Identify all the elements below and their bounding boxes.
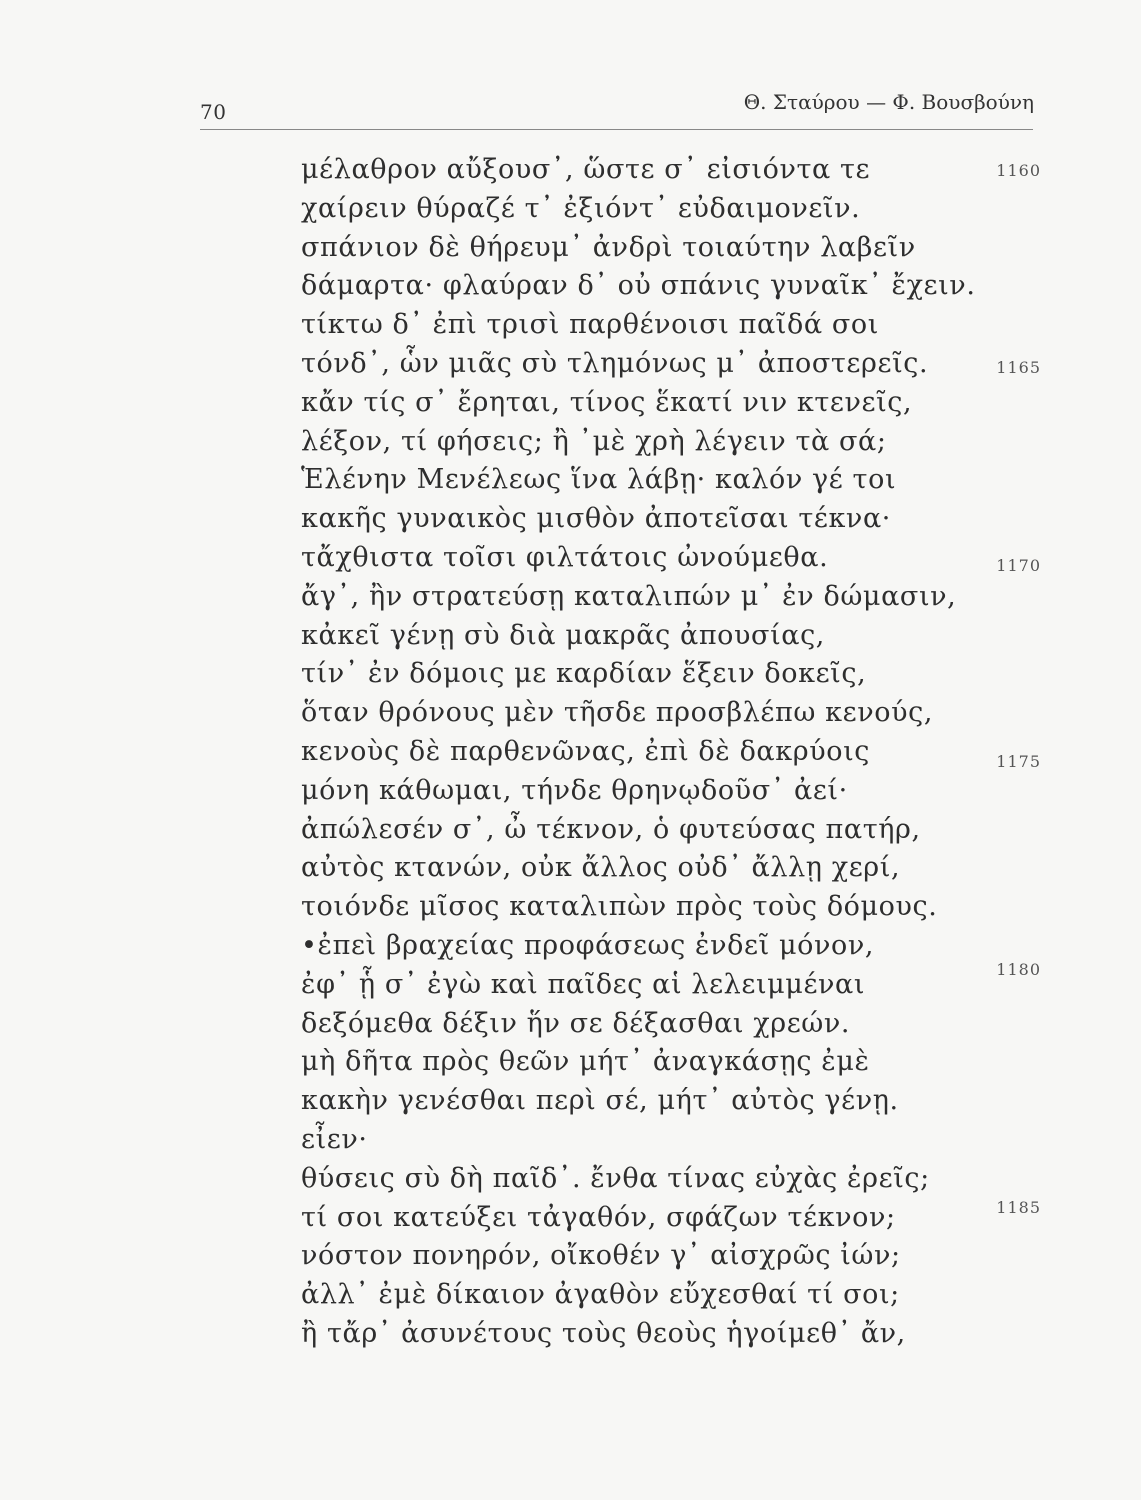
line-number: 1160 [996, 161, 1041, 180]
verse-line: Ἑλένην Μενέλεως ἵνα λάβῃ· καλόν γέ τοι [301, 464, 897, 496]
verse-line: δεξόμεθα δέξιν ἥν σε δέξασθαι χρεών. [301, 1007, 851, 1039]
verse-line: εἶεν· [301, 1123, 368, 1155]
verse-line: κακῆς γυναικὸς μισθὸν ἀποτεῖσαι τέκνα· [301, 503, 891, 535]
verse-line: ἄγ᾽, ἢν στρατεύσῃ καταλιπών μ᾽ ἐν δώμασιν, [301, 580, 957, 612]
verse-list [301, 151, 981, 1354]
verse-line: τἄχθιστα τοῖσι φιλτάτοις ὠνούμεθα. [301, 541, 829, 573]
line-number: 1165 [996, 358, 1041, 377]
verse-line: μόνη κάθωμαι, τήνδε θρηνῳδοῦσ᾽ ἀεί· [301, 774, 848, 806]
verse-line: τόνδ᾽, ὧν μιᾶς σὺ τλημόνως μ᾽ ἀποστερεῖς. [301, 347, 929, 379]
header-rule [200, 129, 1033, 130]
verse-line: μέλαθρον αὔξουσ᾽, ὥστε σ᾽ εἰσιόντα τε [301, 154, 871, 185]
page-number: 70 [200, 100, 227, 124]
verse-line: ὅταν θρόνους μὲν τῆσδε προσβλέπω κενούς, [301, 697, 934, 729]
verse-line: μὴ δῆτα πρὸς θεῶν μήτ᾽ ἀναγκάσῃς ἐμὲ [301, 1046, 870, 1078]
verse-line: τί σοι κατεύξει τἀγαθόν, σφάζων τέκνον; [301, 1201, 896, 1233]
verse-line: σπάνιον δὲ θήρευμ᾽ ἀνδρὶ τοιαύτην λαβεῖν [301, 231, 916, 263]
verse-line: λέξον, τί φήσεις; ἢ ᾽μὲ χρὴ λέγειν τὰ σά; [301, 425, 887, 457]
verse-line: τίκτω δ᾽ ἐπὶ τρισὶ παρθένοισι παῖδά σοι [301, 309, 879, 341]
running-head: Θ. Σταύρου — Φ. Βουσβούνη [743, 90, 1034, 114]
line-number: 1175 [996, 752, 1041, 771]
verse-line: ἢ τἄρ᾽ ἀσυνέτους τοὺς θεοὺς ἡγοίμεθ᾽ ἄν, [301, 1317, 906, 1349]
line-number: 1170 [996, 556, 1041, 575]
verse-line: δάμαρτα· φλαύραν δ᾽ οὐ σπάνις γυναῖκ᾽ ἔχειν. [301, 270, 976, 302]
verse-line: κἀκεῖ γένῃ σὺ διὰ μακρᾶς ἀπουσίας, [301, 619, 825, 651]
verse-line: νόστον πονηρόν, οἴκοθέν γ᾽ αἰσχρῶς ἰών; [301, 1240, 901, 1272]
verse-line: ἐφ᾽ ᾗ σ᾽ ἐγὼ καὶ παῖδες αἱ λελειμμέναι [301, 968, 866, 1000]
verse-line: κακὴν γενέσθαι περὶ σέ, μήτ᾽ αὐτὸς γένῃ. [301, 1085, 899, 1117]
verse-line: τίν᾽ ἐν δόμοις με καρδίαν ἕξειν δοκεῖς, [301, 658, 867, 690]
verse-line: ἀλλ᾽ ἐμὲ δίκαιον ἀγαθὸν εὔχεσθαί τί σοι; [301, 1279, 900, 1311]
verse-line: τοιόνδε μῖσος καταλιπὼν πρὸς τοὺς δόμους. [301, 891, 938, 923]
line-number-column [981, 0, 1041, 1500]
line-number: 1180 [996, 960, 1041, 979]
verse-line: χαίρειν θύραζέ τ᾽ ἐξιόντ᾽ εὐδαιμονεῖν. [301, 192, 861, 224]
verse-line: ἀπώλεσέν σ᾽, ὦ τέκνον, ὁ φυτεύσας πατήρ, [301, 813, 921, 845]
verse-line: •ἐπεὶ βραχείας προφάσεως ἐνδεῖ μόνον, [301, 929, 875, 961]
verse-line: κἄν τίς σ᾽ ἔρηται, τίνος ἕκατί νιν κτενεῖς, [301, 386, 913, 418]
verse-line: κενοὺς δὲ παρθενῶνας, ἐπὶ δὲ δακρύοις [301, 735, 870, 767]
verse-line: θύσεις σὺ δὴ παῖδ᾽. ἔνθα τίνας εὐχὰς ἐρεῖς; [301, 1162, 930, 1194]
verse-line: αὐτὸς κτανών, οὐκ ἄλλος οὐδ᾽ ἄλλῃ χερί, [301, 852, 901, 884]
line-number: 1185 [996, 1198, 1041, 1217]
